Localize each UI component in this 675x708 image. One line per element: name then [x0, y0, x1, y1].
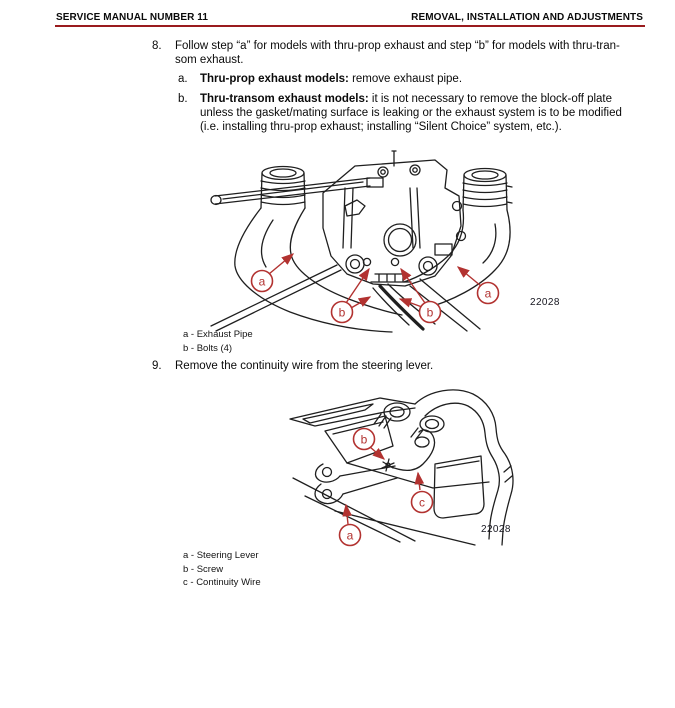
step-8-number: 8.: [152, 40, 162, 52]
mounting-bolts: [363, 258, 480, 331]
hose-line: [211, 265, 341, 331]
figure-exhaust-pipe-drawing: [195, 148, 575, 336]
callout-b-left: [332, 269, 371, 323]
header-right-title: REMOVAL, INSTALLATION AND ADJUSTMENTS: [411, 12, 643, 23]
svg-text:b: b: [360, 432, 368, 447]
step-8a-line: [200, 72, 462, 86]
callout-c: [412, 473, 433, 513]
figure2-caption-c: c - Continuity Wire: [183, 577, 261, 588]
step-8b-number: b.: [178, 93, 188, 105]
figure-steering-lever-drawing: [285, 386, 560, 548]
svg-text:a: a: [484, 286, 492, 301]
step-8b: [178, 92, 622, 134]
step-8-line1: Follow step “a” for models with thru-prop exhaust and step “b” for models with thru-tran-: [175, 40, 620, 52]
steering-lever-outline: [415, 390, 513, 545]
right-pipe-collar: [463, 169, 512, 211]
step-8a: [178, 72, 462, 86]
mounting-bracket: [211, 151, 466, 286]
header-rule: [55, 25, 645, 27]
page-header: [56, 12, 643, 23]
figure2-number: 22028: [481, 524, 511, 535]
step-8-line2: som exhaust.: [175, 54, 244, 66]
clevis-fork: [315, 464, 397, 504]
step-8: [152, 39, 620, 67]
step-8a-bold: Thru-prop exhaust models:: [200, 73, 349, 85]
floor-lines: [293, 478, 475, 545]
header-left-title: SERVICE MANUAL NUMBER 11: [56, 12, 209, 23]
step-9: [152, 359, 433, 373]
step-8b-line3: (i.e. installing thru-prop exhaust; installing “Silent Choice” system, etc.).: [200, 121, 562, 133]
figure1-caption: [183, 328, 253, 355]
step-8a-rest: remove exhaust pipe.: [348, 73, 463, 85]
svg-text:c: c: [419, 495, 425, 510]
figure2-caption-a: a - Steering Lever: [183, 550, 259, 561]
figure2-caption-b: b - Screw: [183, 563, 224, 575]
step-9-number: 9.: [152, 360, 162, 372]
step-8a-number: a.: [178, 73, 188, 85]
step-8b-line1-rest: it is not necessary to remove the block-off plate: [368, 93, 613, 105]
figure1-caption-a: a - Exhaust Pipe: [183, 329, 253, 340]
step-9-text: Remove the continuity wire from the steering lever.: [175, 360, 434, 372]
svg-text:b: b: [338, 305, 346, 320]
svg-text:b: b: [426, 305, 434, 320]
figure1-caption-b: b - Bolts (4): [183, 342, 233, 354]
step-8b-line2: unless the gasket/mating surface is leaking or the exhaust system is to be modified: [200, 107, 622, 119]
step-8b-bold: Thru-transom exhaust models:: [200, 93, 369, 105]
callout-a-left: [252, 254, 294, 292]
left-pipe-collar: [261, 167, 305, 209]
step-8b-line1: [200, 92, 622, 106]
svg-text:a: a: [258, 274, 266, 289]
figure2-caption: [183, 549, 261, 590]
svg-text:a: a: [346, 528, 354, 543]
figure1-number: 22028: [530, 297, 560, 308]
